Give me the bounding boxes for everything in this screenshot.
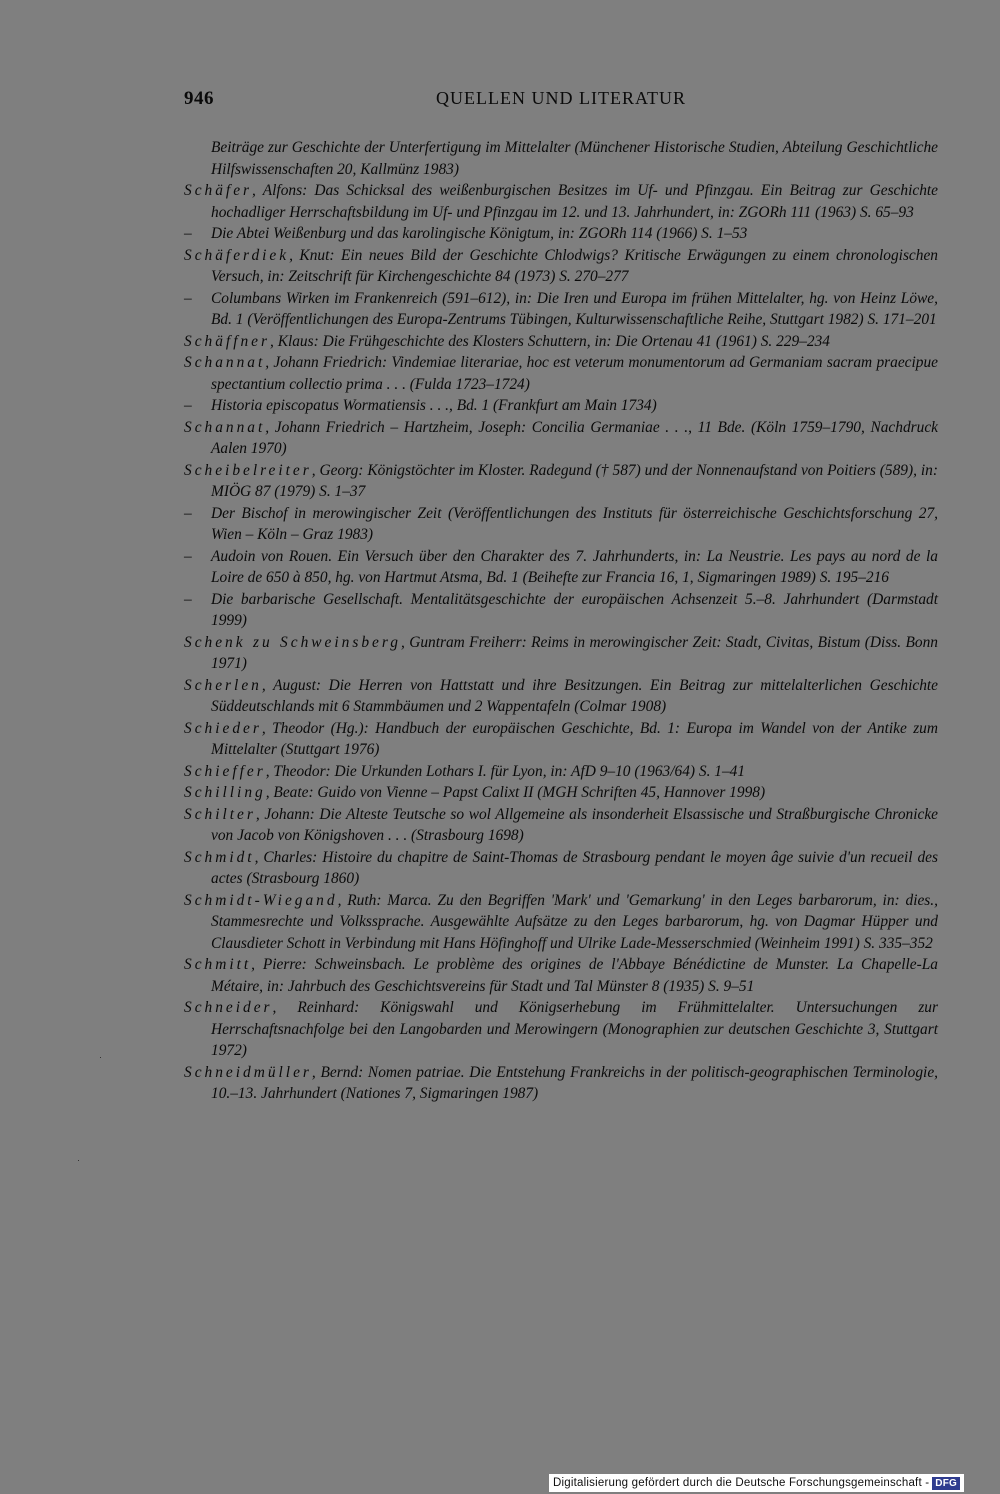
- bibliography-entry: [184, 632, 938, 675]
- entry-author: Schmidt: [184, 848, 255, 866]
- bibliography-entry: [184, 503, 938, 546]
- entry-author: Scherlen: [184, 676, 262, 694]
- repeat-author-dash: –: [184, 504, 192, 522]
- entry-author: Schieder: [184, 719, 262, 737]
- repeat-author-dash: –: [184, 289, 192, 307]
- bibliography-entry: [184, 417, 938, 460]
- entry-author: Schieffer: [184, 762, 266, 780]
- entry-text: , Reinhard: Königswahl und Königserhebung im Frühmittelalter. Untersuchungen zur Herrschaftsnachfolge bei den Langobarden und Merowingern (Monographien zur deutschen Geschichte 3, Stuttgart 1972): [211, 999, 938, 1059]
- entry-text: , Georg: Königstöchter im Kloster. Radegund († 587) und der Nonnenaufstand von Poitiers (589), in: MIÖG 87 (1979) S. 1–37: [211, 461, 938, 500]
- bibliography-entry: [184, 804, 938, 847]
- repeat-author-dash: –: [184, 590, 192, 608]
- bibliography-entry: [184, 223, 938, 245]
- entry-text: , Bernd: Nomen patriae. Die Entstehung Frankreichs in der politisch-geographischen Terminologie, 10.–13. Jahrhundert (Nationes 7, Sigmaringen 1987): [211, 1063, 938, 1102]
- bibliography-entry: [184, 137, 938, 180]
- bibliography-entry: [184, 546, 938, 589]
- entry-text: Historia episcopatus Wormatiensis . . ., Bd. 1 (Frankfurt am Main 1734): [211, 397, 657, 414]
- entry-text: , Johann Friedrich: Vindemiae literariae, hoc est veterum monumentorum ad Germaniam sacram praecipue spectantium collectio prima . . . (Fulda 1723–1724): [211, 354, 938, 393]
- bibliography-entry: [184, 782, 938, 804]
- scan-speck: [100, 1057, 101, 1058]
- page-number: 946: [184, 88, 214, 109]
- bibliography-entry: [184, 245, 938, 288]
- entry-text: , Johann: Die Alteste Teutsche so wol Allgemeine als insonderheit Elsassische und Straßburgische Chronicke von Jacob von Königshoven . . . (Strasbourg 1698): [211, 805, 938, 844]
- bibliography-entry: [184, 460, 938, 503]
- entry-text: Der Bischof in merowingischer Zeit (Veröffentlichungen des Instituts für österreichische Geschichtsforschung 27, Wien – Köln – Graz 1983): [211, 504, 938, 543]
- entry-text: Columbans Wirken im Frankenreich (591–612), in: Die Iren und Europa im frühen Mittelalter, hg. von Heinz Löwe, Bd. 1 (Veröffentlichungen des Europa-Zentrums Tübingen, Kulturwissenschaftliche Reihe, Stuttgart 1982) S. 171–201: [211, 289, 938, 328]
- entry-text: , Klaus: Die Frühgeschichte des Klosters Schuttern, in: Die Ortenau 41 (1961) S. 229–234: [270, 332, 830, 350]
- bibliography-entry: [184, 1062, 938, 1105]
- bibliography-entry: [184, 761, 938, 783]
- entry-author: Schannat: [184, 418, 266, 436]
- bibliography-entry: [184, 847, 938, 890]
- entry-author: Schannat: [184, 354, 266, 371]
- entry-text: Beiträge zur Geschichte der Unterfertigung im Mittelalter (Münchener Historische Studien, Abteilung Geschichtliche Hilfswissenschaften 20, Kallmünz 1983): [211, 139, 938, 178]
- repeat-author-dash: –: [184, 397, 192, 414]
- entry-text: Audoin von Rouen. Ein Versuch über den Charakter des 7. Jahrhunderts, in: La Neustrie. Les pays au nord de la Loire de 650 à 850, hg. von Hartmut Atsma, Bd. 1 (Beihefte zur Francia 16, 1, Sigmaringen 1989) S. 195–216: [211, 547, 938, 586]
- entry-text: , Pierre: Schweinsbach. Le problème des origines de l'Abbaye Bénédictine de Munster. La Chapelle-La Métaire, in: Jahrbuch des Geschichtsvereins für Stadt und Tal Münster 8 (1935) S. 9–51: [211, 956, 938, 995]
- bibliography-entry: [184, 589, 938, 632]
- bibliography-entry: [184, 954, 938, 997]
- bibliography-entry: [184, 890, 938, 955]
- entry-author: Schäferdiek: [184, 246, 290, 264]
- entry-text: , Theodor (Hg.): Handbuch der europäischen Geschichte, Bd. 1: Europa im Wandel von der Antike zum Mittelalter (Stuttgart 1976): [211, 719, 938, 758]
- scan-speck: [78, 1160, 79, 1161]
- dfg-funding-credit: [549, 1474, 964, 1492]
- bibliography-list: [184, 137, 938, 1105]
- bibliography-entry: [184, 331, 938, 353]
- entry-text: , Theodor: Die Urkunden Lothars I. für Lyon, in: AfD 9–10 (1963/64) S. 1–41: [265, 762, 746, 780]
- bibliography-entry: [184, 180, 938, 223]
- bibliography-entry: [184, 718, 938, 761]
- entry-text: , Knut: Ein neues Bild der Geschichte Chlodwigs? Kritische Erwägungen zu einem chronologischen Versuch, in: Zeitschrift für Kirchengeschichte 84 (1973) S. 270–277: [211, 246, 938, 285]
- entry-author: Schäfer: [184, 182, 253, 199]
- entry-author: Schenk zu Schweinsberg: [184, 633, 401, 651]
- entry-author: Schilter: [184, 805, 256, 823]
- bibliography-entry: [184, 352, 938, 395]
- entry-author: Schneider: [184, 999, 273, 1016]
- repeat-author-dash: –: [184, 225, 192, 242]
- page-header: [184, 88, 938, 116]
- entry-text: , Alfons: Das Schicksal des weißenburgischen Besitzes im Uf- und Pfinzgau. Ein Beitrag zur Geschichte hochadliger Herrschaftsbildung im Uf- und Pfinzgau im 12. und 13. Jahrhundert, in: ZGORh 111 (1963) S. 65–93: [211, 182, 938, 221]
- bibliography-entry: [184, 288, 938, 331]
- entry-text: Die Abtei Weißenburg und das karolingische Königtum, in: ZGORh 114 (1966) S. 1–53: [211, 225, 748, 242]
- bibliography-entry: [184, 675, 938, 718]
- dfg-logo: DFG: [932, 1477, 960, 1490]
- entry-author: Schäffner: [184, 332, 270, 350]
- entry-author: Schneidmüller: [184, 1063, 312, 1081]
- entry-text: , August: Die Herren von Hattstatt und ihre Besitzungen. Ein Beitrag zur mittelalterlichen Geschichte Süddeutschlands mit 6 Stammbäumen und 2 Wappentafeln (Colmar 1908): [211, 676, 938, 715]
- entry-text: , Johann Friedrich – Hartzheim, Joseph: Concilia Germaniae . . ., 11 Bde. (Köln 1759–1790, Nachdruck Aalen 1970): [211, 418, 938, 457]
- entry-text: Die barbarische Gesellschaft. Mentalitätsgeschichte der europäischen Achsenzeit 5.–8. Jahrhundert (Darmstadt 1999): [211, 590, 938, 629]
- credit-text: Digitalisierung gefördert durch die Deutsche Forschungsgemeinschaft -: [553, 1477, 930, 1489]
- entry-author: Schmidt-Wiegand: [184, 891, 338, 909]
- entry-author: Schmitt: [184, 956, 252, 973]
- entry-author: Schilling: [184, 784, 266, 801]
- bibliography-entry: [184, 997, 938, 1062]
- bibliography-entry: [184, 395, 938, 417]
- entry-text: , Guntram Freiherr: Reims in merowingischer Zeit: Stadt, Civitas, Bistum (Diss. Bonn 1971): [211, 633, 938, 672]
- entry-text: , Ruth: Marca. Zu den Begriffen 'Mark' und 'Gemarkung' in den Leges barbarorum, in: dies., Stammesrechte und Volkssprache. Ausgewählte Aufsätze zu den Leges barbarorum, hg. von Dagmar Hüpper und Clausdieter Schott in Verbindung mit Hans Höfinghoff und Ulrike Lade-Messerschmied (Weinheim 1991) S. 335–352: [211, 891, 938, 952]
- repeat-author-dash: –: [184, 547, 192, 565]
- entry-text: , Beate: Guido von Vienne – Papst Calixt II (MGH Schriften 45, Hannover 1998): [265, 784, 766, 801]
- running-title: QUELLEN UND LITERATUR: [436, 88, 686, 108]
- entry-author: Scheibelreiter: [184, 461, 312, 479]
- entry-text: , Charles: Histoire du chapitre de Saint-Thomas de Strasbourg pendant le moyen âge suivie d'un recueil des actes (Strasbourg 1860): [211, 848, 938, 887]
